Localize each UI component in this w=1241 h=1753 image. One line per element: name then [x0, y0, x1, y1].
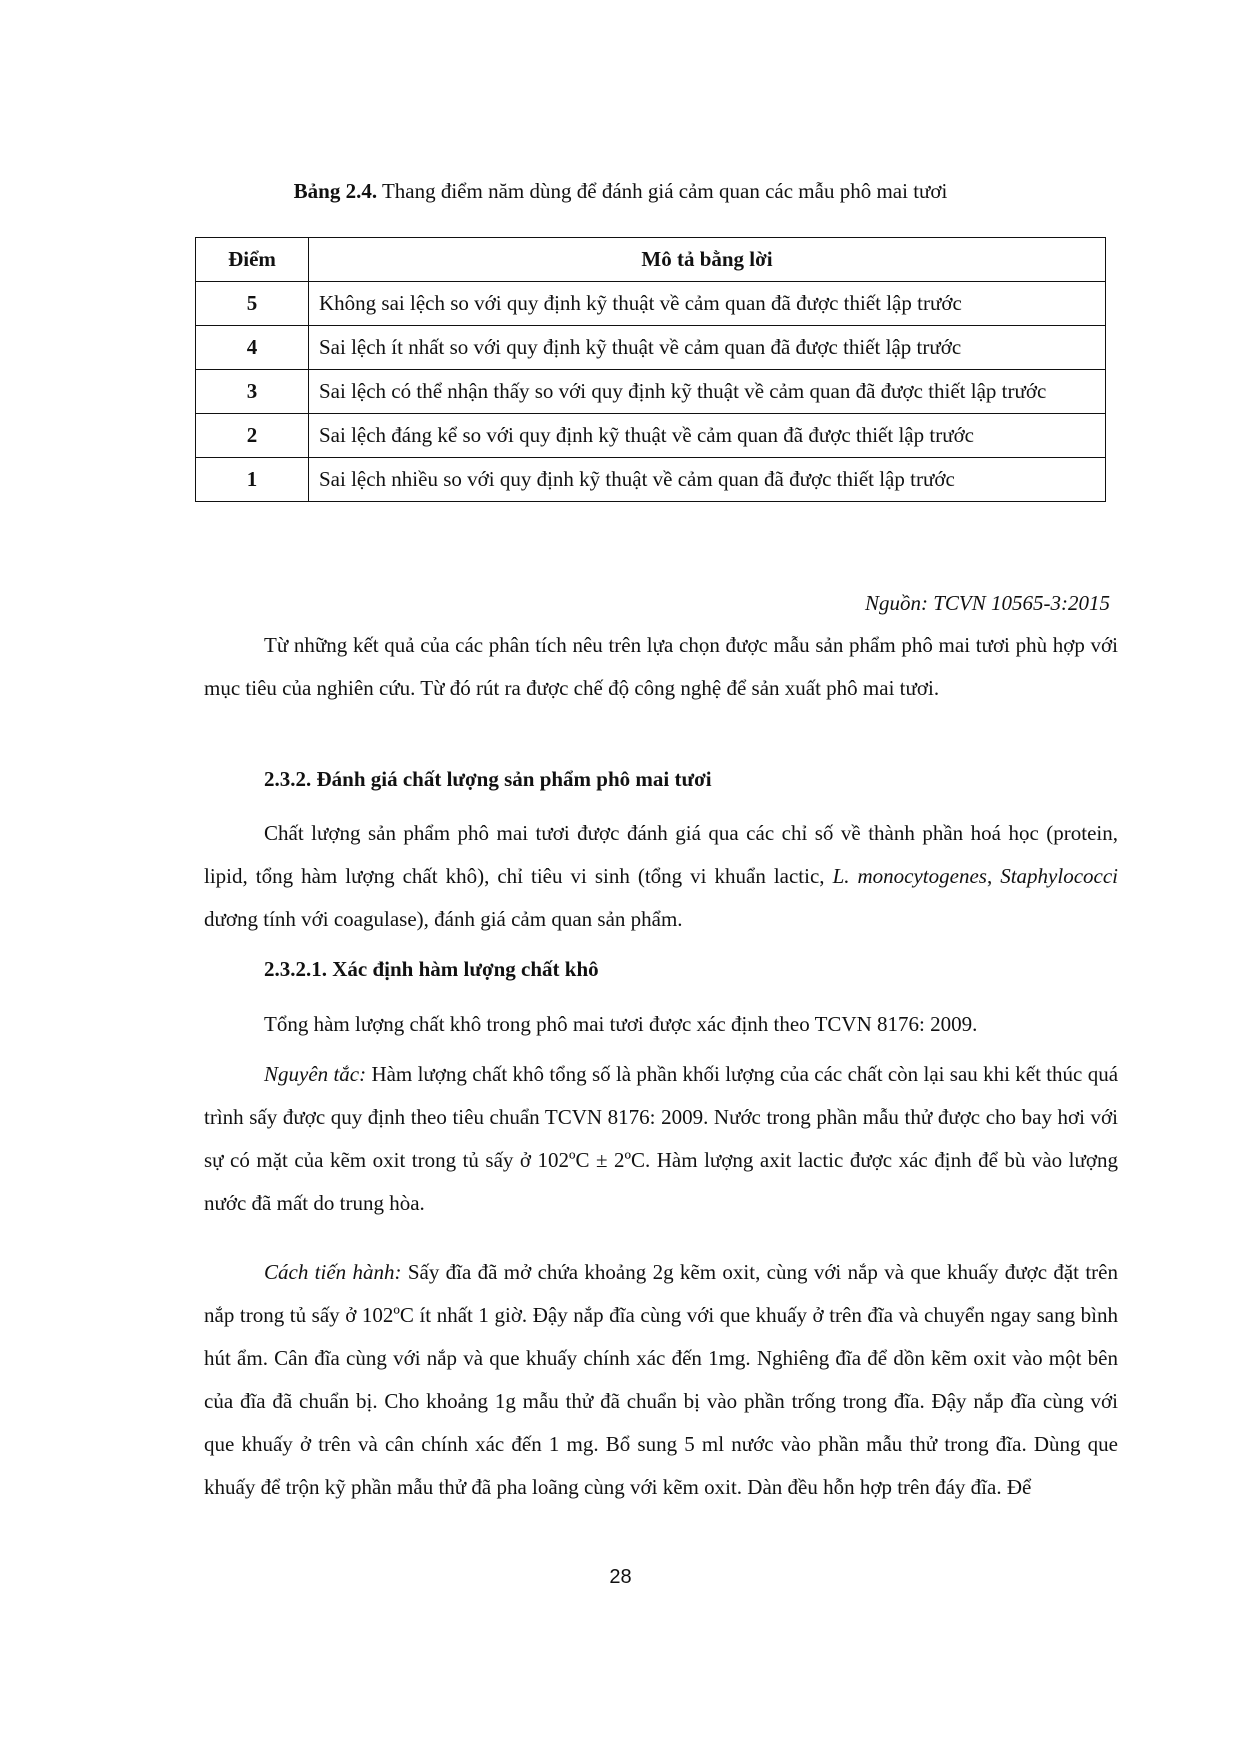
species-name: Staphylococci: [1000, 864, 1119, 888]
table-row: [196, 458, 1106, 502]
paragraph-principle: [204, 1053, 1118, 1225]
score-cell: 2: [196, 414, 309, 458]
description-cell: Sai lệch nhiều so với quy định kỹ thuật về cảm quan đã được thiết lập trước: [309, 458, 1106, 502]
header-description: Mô tả bằng lời: [309, 238, 1106, 282]
paragraph-standard: Tổng hàm lượng chất khô trong phô mai tươi được xác định theo TCVN 8176: 2009.: [264, 1012, 978, 1036]
description-cell: Không sai lệch so với quy định kỹ thuật về cảm quan đã được thiết lập trước: [309, 282, 1106, 326]
subsection-heading: 2.3.2.1. Xác định hàm lượng chất khô: [264, 957, 599, 981]
table-row: [196, 326, 1106, 370]
table-caption-label: Bảng 2.4.: [293, 179, 378, 203]
score-cell: 5: [196, 282, 309, 326]
table-caption: [0, 176, 1241, 206]
table-source: Nguồn: TCVN 10565-3:2015: [864, 591, 1110, 615]
score-cell: 3: [196, 370, 309, 414]
table-row: [196, 414, 1106, 458]
grading-scale-table: [195, 237, 1106, 502]
paragraph-text: Chất lượng sản phẩm phô mai tươi được đánh giá qua các chỉ số về thành phần hoá học (protein, lipid, tổng hàm lượng chất khô), chỉ tiêu vi sinh (tổng vi khuẩn lactic,: [204, 821, 1118, 888]
paragraph-text: Hàm lượng chất khô tổng số là phần khối lượng của các chất còn lại sau khi kết thúc quá trình sấy được quy định theo tiêu chuẩn TCVN 8176: 2009. Nước trong phần mẫu thử được cho bay hơi với sự có mặt của kẽm oxit trong tủ sấy ở 102ºC ± 2ºC. Hàm lượng axit lactic được xác định để bù vào lượng nước đã mất do trung hòa.: [204, 1062, 1119, 1215]
page-number: 28: [609, 1566, 632, 1588]
paragraph-text: dương tính với coagulase), đánh giá cảm quan sản phẩm.: [204, 907, 683, 931]
paragraph-text: ,: [986, 864, 1001, 888]
paragraph-label: Cách tiến hành:: [264, 1260, 402, 1284]
paragraph-label: Nguyên tắc:: [264, 1062, 367, 1086]
score-cell: 4: [196, 326, 309, 370]
description-cell: Sai lệch ít nhất so với quy định kỹ thuật về cảm quan đã được thiết lập trước: [309, 326, 1106, 370]
table-row: [196, 282, 1106, 326]
section-heading: 2.3.2. Đánh giá chất lượng sản phẩm phô mai tươi: [264, 767, 712, 791]
table-row: [196, 370, 1106, 414]
paragraph-procedure: [204, 1251, 1118, 1509]
description-cell: Sai lệch có thể nhận thấy so với quy định kỹ thuật về cảm quan đã được thiết lập trước: [309, 370, 1106, 414]
paragraph-quality: [204, 812, 1118, 941]
table-caption-text: Thang điểm năm dùng để đánh giá cảm quan các mẫu phô mai tươi: [377, 179, 948, 203]
description-cell: Sai lệch đáng kể so với quy định kỹ thuật về cảm quan đã được thiết lập trước: [309, 414, 1106, 458]
score-cell: 1: [196, 458, 309, 502]
table-header-row: [196, 238, 1106, 282]
paragraph-conclusion: Từ những kết quả của các phân tích nêu trên lựa chọn được mẫu sản phẩm phô mai tươi phù hợp với mục tiêu của nghiên cứu. Từ đó rút ra được chế độ công nghệ để sản xuất phô mai tươi.: [204, 633, 1118, 700]
paragraph-text: Sấy đĩa đã mở chứa khoảng 2g kẽm oxit, cùng với nắp và que khuấy được đặt trên nắp trong tủ sấy ở 102ºC ít nhất 1 giờ. Đậy nắp đĩa cùng với que khuấy ở trên đĩa và chuyển ngay sang bình hút ẩm. Cân đĩa cùng với nắp và que khuấy chính xác đến 1mg. Nghiêng đĩa để dồn kẽm oxit vào một bên của đĩa đã chuẩn bị. Cho khoảng 1g mẫu thử đã chuẩn bị vào phần trống trong đĩa. Đậy nắp đĩa cùng với que khuấy ở trên và cân chính xác đến 1 mg. Bổ sung 5 ml nước vào phần mẫu thử trong đĩa. Dùng que khuấy để trộn kỹ phần mẫu thử đã pha loãng cùng với kẽm oxit. Dàn đều hỗn hợp trên đáy đĩa. Để: [204, 1260, 1118, 1499]
header-score: Điểm: [196, 238, 309, 282]
species-name: L. monocytogenes: [832, 864, 987, 888]
